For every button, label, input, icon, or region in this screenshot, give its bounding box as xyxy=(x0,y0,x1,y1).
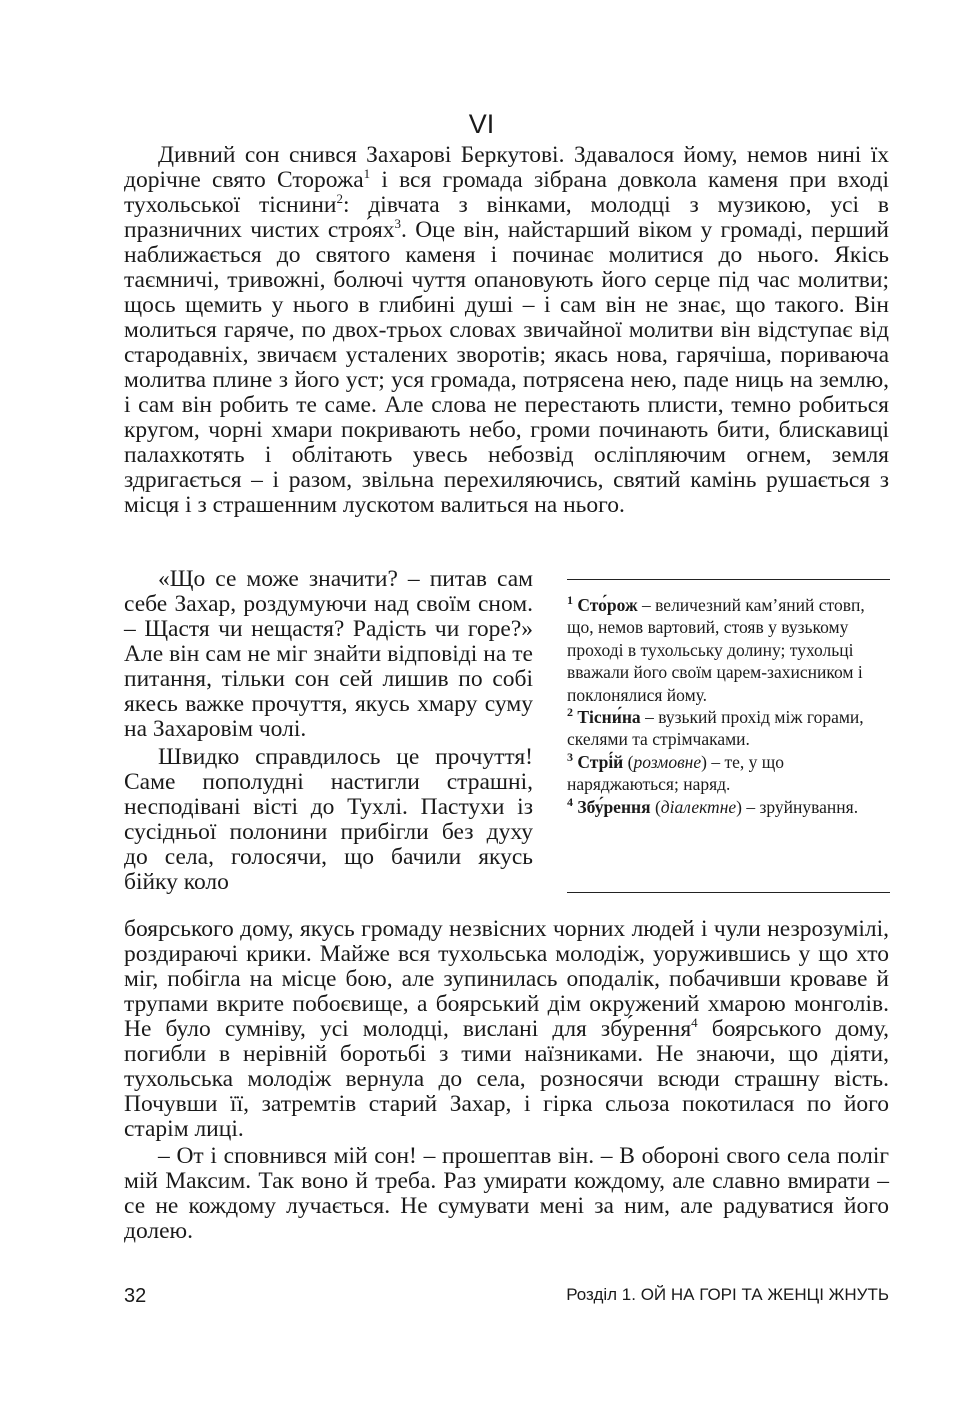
footnote-2: $^2$ Тісни́на – вузький прохід між горами, скелями та стрімчаками. xyxy=(567,705,864,750)
page-number: 32 xyxy=(124,1285,147,1307)
footnote-1: $^1$ Сто́рож – величезний кам’яний стовп, що, немов вартовий, стояв у вузькому проході в тухольську долину; тухольці вважали його своїм царем-захисником і поклонялися йому. xyxy=(567,593,865,705)
paragraph-1: Дивний сон снився Захарові Беркутові. Здавалося йому, немов нині їх дорічне свято Сторожа$^1$ і вся громада зібрана довкола каменя при вході тухольської тіснини$^2$: дівчата з вінками, молодці з музикою, усі в празничних чистих $стро́ях^3$. Оце він, найстарший віком у громаді, перший наближається до святого каменя і починає молитися до нього. Якісь таємничі, тривожні, болючі чуття опановують його серце під час молитви; щось щемить у нього в глибині душі – і сам він не знає, що такого. Він молиться гаряче, по двох-трьох словах звичайної молитви він відступає від стародавніх, звичаєм усталених зворотів; якась нова, гарячіша, пориваюча молитва плине з його уст; уся громада, потрясена нею, паде ниць на землю, і сам він робить те саме. Але слова не перестають плисти, темно робиться кругом, чорні хмари покривають небо, громи починають бити, блискавиці палахкотять і облітають увесь небозвід осліпляючим огнем, земля здригається – і разом, звільна перехиляючись, святий камінь рушається з місця і з страшенним лускотом валиться на нього. xyxy=(124,142,889,518)
footnote-ref-1[interactable]: 1 xyxy=(363,166,371,182)
footnote-3: $^3$ Стрі́й (розмовне) – те, у що наряджаються; наряд. xyxy=(567,750,784,795)
paragraph-4: – От і сповнився мій сон! – прошептав він. – В обороні свого села поліг мій Максим. Так воно й треба. Раз умирати кождому, але славно вмирати – се не кождому лучається. Не сумувати мені за ним, але радуватися його долею. xyxy=(124,1143,889,1244)
footnote-ref-3[interactable]: 3 xyxy=(394,216,402,232)
footnotes xyxy=(567,594,890,818)
footnotes-box xyxy=(567,579,890,893)
paragraph-3-start: Швидко справдилось це прочуття! Саме пополудні настигли страшні, несподівані вісті до Тухлі. Пастухи із сусідньої полонини прибігли без духу до села, голосячи, що бачили якусь бійку коло xyxy=(124,744,533,895)
paragraph-2: «Що се може значити? – питав сам себе Захар, роздумуючи над своїм сном. – Щастя чи нещастя? Радість чи горе?» Але він сам не міг знайти відповіді на те питання, тільки сон сей лишив по собі якесь важке прочуття, якусь хмару суму на Захаровім чолі. xyxy=(124,566,533,742)
body-text-top xyxy=(124,143,889,518)
footnote-4: $^4$ Збу́рення (діалектне) – зруйнування. xyxy=(567,794,859,817)
body-text-left-column xyxy=(124,567,533,895)
body-text-bottom xyxy=(124,917,889,1244)
footnote-ref-2[interactable]: 2 xyxy=(336,191,343,207)
section-title: Розділ 1. ОЙ НА ГОРІ ТА ЖЕНЦІ ЖНУТЬ xyxy=(566,1285,889,1304)
footnote-ref-4[interactable]: 4 xyxy=(691,1015,698,1031)
paragraph-3-continued: боярського дому, якусь громаду незвісних чорних людей і чули незрозумілі, роздираючі крики. Майже вся тухольська молодіж, уоружившись у що хто міг, побігла на місце бою, але зупинилась оподалік, побачивши кроваве й трупами вкрите побоєвище, а боярський дім окружений хмарою монголів. Не було сумніву, усі молодці, вислані для збу́рення$^4$ боярського дому, погибли в нерівній боротьбі з тими наїзниками. Не знаючи, що діяти, тухольська молодіж вернула до села, розносячи всюди страшну вість. Почувши її, затремтів старий Захар, і гірка сльоза покотилася по його старім лиці. xyxy=(124,916,889,1142)
chapter-heading: VI xyxy=(468,109,495,139)
